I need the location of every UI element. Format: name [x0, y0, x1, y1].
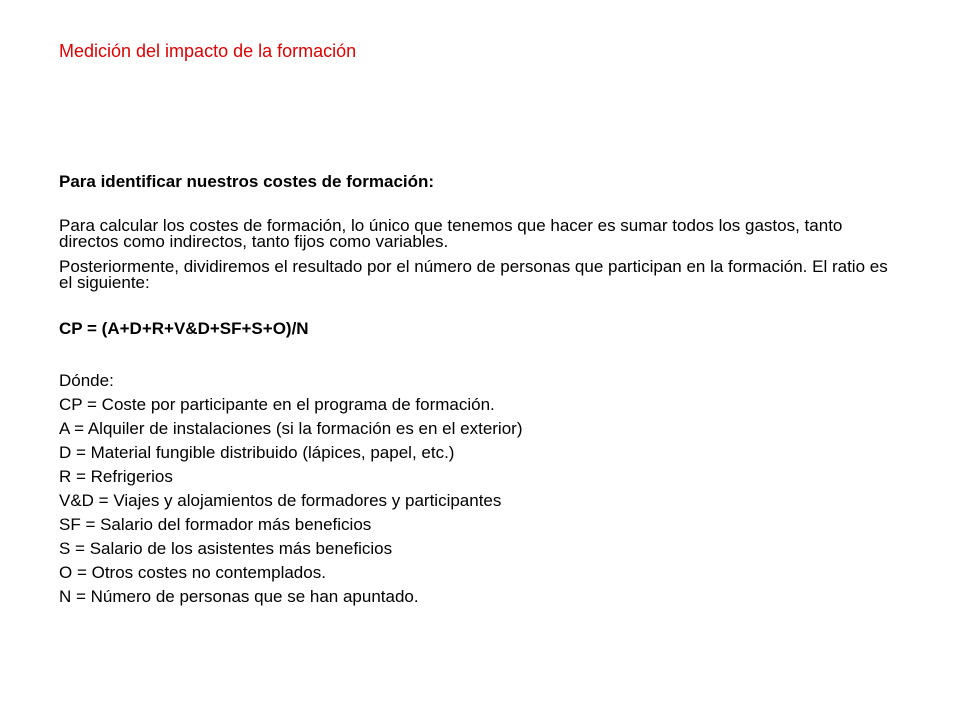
legend-item-a: A = Alquiler de instalaciones (si la formación es en el exterior)	[59, 419, 523, 438]
legend-item-sf: SF = Salario del formador más beneficios	[59, 515, 372, 534]
legend-intro: Dónde:	[59, 371, 114, 390]
paragraph-costs: Para calcular los costes de formación, lo único que tenemos que hacer es sumar todos los gastos, tanto directos como indirectos, tanto fijos como variables.	[59, 216, 843, 251]
legend-item-cp: CP = Coste por participante en el programa de formación.	[59, 395, 495, 414]
section-heading: Para identificar nuestros costes de formación:	[59, 172, 435, 191]
legend-item-o: O = Otros costes no contemplados.	[59, 563, 326, 582]
slide-body	[59, 172, 889, 609]
slide-title: Medición del impacto de la formación	[59, 41, 357, 61]
legend-item-r: R = Refrigerios	[59, 467, 173, 486]
legend-item-n: N = Número de personas que se han apuntado.	[59, 587, 419, 606]
formula-legend	[59, 369, 889, 609]
legend-item-vd: V&D = Viajes y alojamientos de formadores y participantes	[59, 491, 502, 510]
cost-formula: CP = (A+D+R+V&D+SF+S+O)/N	[59, 319, 309, 338]
legend-item-s: S = Salario de los asistentes más beneficios	[59, 539, 393, 558]
paragraph-ratio: Posteriormente, dividiremos el resultado por el número de personas que participan en la formación. El ratio es el siguiente:	[59, 257, 888, 292]
legend-item-d: D = Material fungible distribuido (lápices, papel, etc.)	[59, 443, 455, 462]
